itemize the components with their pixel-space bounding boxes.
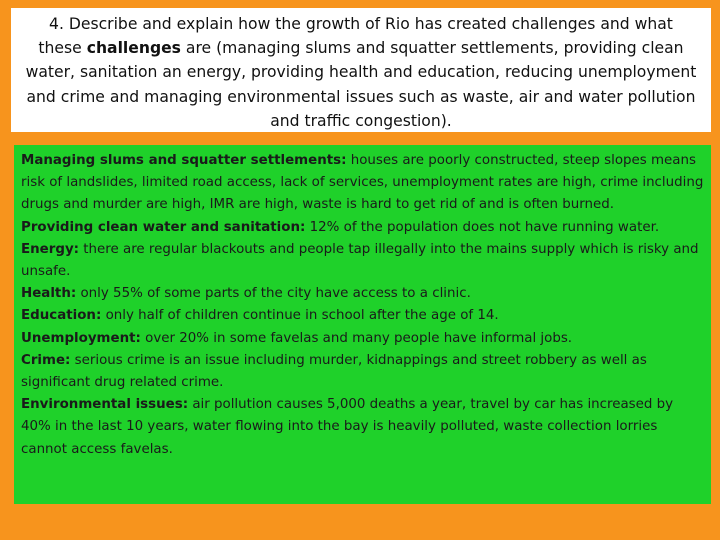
question-text-part2: are (managing slums and squatter settlements, providing clean water, sanitation an energy, providing health and education, reducing unemployment and crime and managing environmental issues such as waste, air and water pollution and traffic congestion). (25, 39, 697, 130)
question-box (11, 8, 711, 132)
answer-text: houses are poorly constructed, steep slopes means risk of landslides, limited road access, lack of services, unemployment rates are high, crime including drugs and murder are high, IMR are high, waste is hard to get rid of and is often burned. (21, 153, 704, 213)
answer-text: air pollution causes 5,000 deaths a year, travel by car has increased by 40% in the last 10 years, water flowing into the bay is heavily polluted, waste collection lorries cannot access favelas. (21, 397, 674, 457)
answer-heading: Health: (21, 286, 77, 302)
answer-heading: Energy: (21, 241, 80, 257)
answer-unemployment (21, 328, 705, 350)
answer-text: only half of children continue in school after the age of 14. (101, 308, 499, 324)
answer-box (14, 145, 711, 504)
answer-crime (21, 350, 705, 394)
answer-environment (21, 394, 705, 461)
answer-text: serious crime is an issue including murder, kidnappings and street robbery as well as significant drug related crime. (21, 352, 647, 391)
answer-heading: Crime: (21, 352, 71, 368)
question-bold-word: challenges (86, 39, 181, 58)
answer-text: over 20% in some favelas and many people have informal jobs. (140, 330, 573, 346)
answer-text: only 55% of some parts of the city have access to a clinic. (76, 286, 471, 302)
answer-health (21, 283, 705, 305)
answer-water (21, 217, 705, 239)
answer-heading: Managing slums and squatter settlements: (21, 153, 347, 168)
question-text-part1: 4. Describe and explain how the growth of Rio has created challenges and what these (38, 15, 673, 58)
answer-heading: Providing clean water and sanitation: (21, 219, 306, 235)
answer-heading: Environmental issues: (21, 397, 189, 413)
answer-slums (21, 150, 705, 217)
answer-heading: Unemployment: (21, 330, 141, 346)
answer-education (21, 305, 705, 327)
answer-heading: Education: (21, 308, 102, 324)
answer-text: there are regular blackouts and people tap illegally into the mains supply which is risky and unsafe. (21, 241, 699, 280)
answer-energy (21, 239, 705, 283)
answer-text: 12% of the population does not have running water. (305, 219, 660, 235)
